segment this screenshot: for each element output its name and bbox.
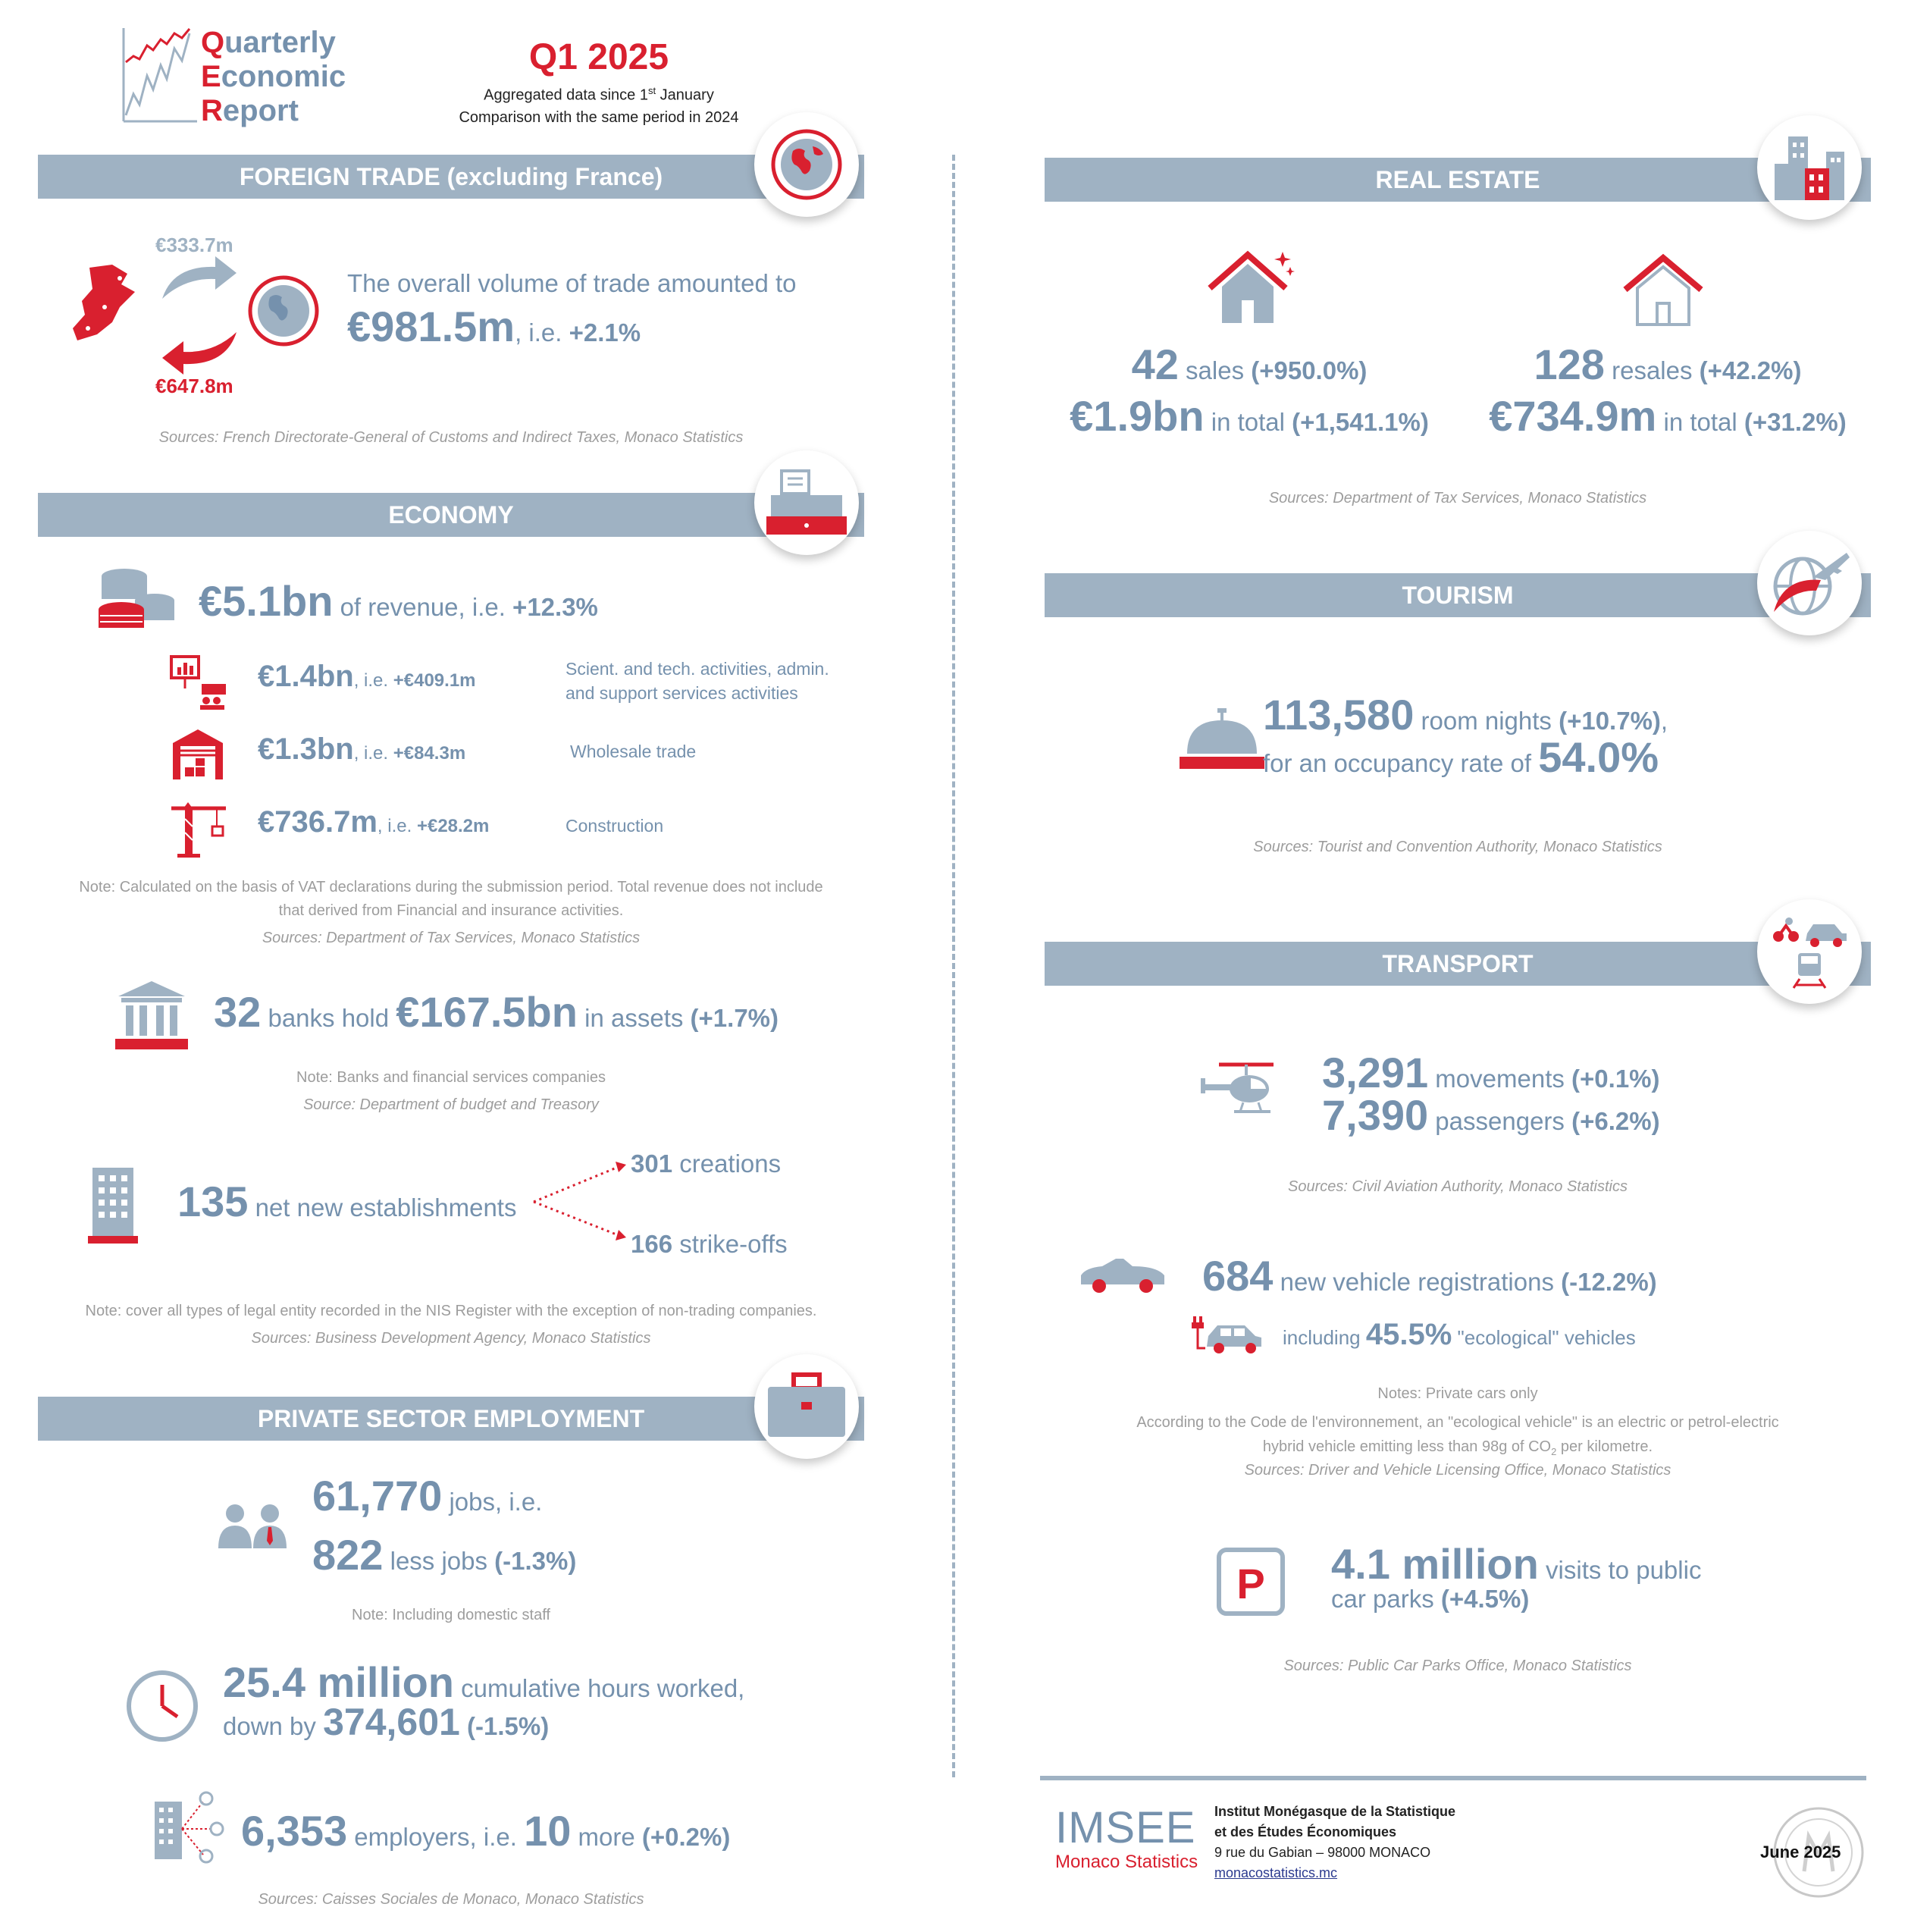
logo-line-report: Report — [201, 94, 299, 127]
buildings-icon — [1772, 133, 1847, 202]
section-bar-foreign-trade — [38, 155, 864, 199]
crane-icon — [168, 799, 229, 858]
employment-note: Note: Including domestic staff — [352, 1607, 550, 1623]
jobs-line: 61,770 jobs, i.e. — [312, 1472, 543, 1520]
helicopter-icon — [1201, 1062, 1284, 1122]
cash-register-badge — [754, 450, 859, 555]
cash-register-icon — [765, 466, 848, 539]
sector-value: €1.3bn — [258, 732, 354, 766]
service-bell-icon — [1176, 705, 1267, 773]
economy-note: Note: Calculated on the basis of VAT declarations during the submission period. Total revenue does not include that derived from Financial and insurance activities. — [79, 879, 823, 919]
split-arrows — [531, 1160, 629, 1244]
imsee-logo — [1055, 1803, 1198, 1873]
svg-text:P: P — [1236, 1560, 1265, 1607]
electric-car-icon — [1189, 1315, 1264, 1357]
establishments-note: Note: cover all types of legal entity recorded in the NIS Register with the exception of non-trading companies. — [85, 1303, 817, 1319]
banks-source: Source: Department of budget and Treasory — [303, 1096, 599, 1113]
office-building-icon — [86, 1166, 139, 1245]
parking-source: Sources: Public Car Parks Office, Monaco Statistics — [1283, 1658, 1632, 1674]
travel-badge — [1757, 531, 1862, 635]
bank-icon — [114, 978, 190, 1051]
coins-icon — [94, 566, 177, 635]
establishments-line: 135 net new establishments — [177, 1178, 517, 1225]
vehicles-source: Sources: Driver and Vehicle Licensing Office, Monaco Statistics — [1244, 1462, 1671, 1479]
export-arrow-icon — [158, 250, 241, 303]
period-subtitle-2: Comparison with the same period in 2024 — [459, 109, 739, 126]
resales-total-line: €734.9m in total (+31.2%) — [1489, 392, 1847, 440]
sector-value: €1.4bn — [258, 660, 354, 693]
convertible-car-icon — [1078, 1256, 1167, 1295]
institute-address: Institut Monégasque de la Statistique et des Études Économiques 9 rue du Gabian – 98000 MONACO monacostatistics.mc — [1214, 1804, 1456, 1880]
passengers-line: 7,390 passengers (+6.2%) — [1322, 1091, 1660, 1139]
nights-line: 113,580 room nights (+10.7%), — [1263, 691, 1668, 739]
section-title-real-estate: REAL ESTATE — [1375, 165, 1540, 193]
section-bar-economy — [38, 493, 864, 537]
resales-line: 128 resales (+42.2%) — [1534, 340, 1802, 388]
resale-house-icon — [1622, 253, 1706, 329]
sector-label-3: Construction — [566, 816, 664, 836]
real-estate-source: Sources: Department of Tax Services, Monaco Statistics — [1268, 490, 1647, 507]
tourism-source: Sources: Tourist and Convention Authority, Monaco Statistics — [1253, 839, 1662, 855]
strikeoffs-line: 166 strike-offs — [631, 1230, 788, 1258]
vehicles-line: 684 new vehicle registrations (-12.2%) — [1202, 1252, 1657, 1300]
globe-plane-icon — [1768, 547, 1851, 619]
sector-row-1: €1.4bn, i.e. +€409.1m — [258, 660, 476, 693]
parking-line-1: 4.1 million visits to public — [1331, 1540, 1702, 1588]
imports-value: €647.8m — [155, 375, 233, 397]
world-icon — [247, 274, 320, 347]
globe-badge — [754, 112, 859, 217]
employers-network-icon — [150, 1791, 226, 1864]
establishments-source: Sources: Business Development Agency, Monaco Statistics — [251, 1330, 651, 1347]
column-divider — [952, 155, 955, 1777]
footer-rule — [1040, 1776, 1866, 1780]
section-title-economy: ECONOMY — [388, 500, 514, 528]
section-title-tourism: TOURISM — [1402, 581, 1514, 609]
section-bar-transport — [1045, 942, 1871, 986]
trade-source: Sources: French Directorate-General of Customs and Indirect Taxes, Monaco Statistics — [158, 429, 744, 446]
clock-icon — [124, 1668, 200, 1744]
warehouse-icon — [170, 726, 226, 781]
new-house-icon — [1207, 250, 1295, 326]
banks-line: 32 banks hold €167.5bn in assets (+1.7%) — [214, 988, 779, 1036]
trade-line-2: €981.5m, i.e. +2.1% — [347, 303, 641, 350]
revenue-line: €5.1bn of revenue, i.e. +12.3% — [199, 577, 598, 625]
vehicles-notes: Notes: Private cars only According to the Code de l'environnement, an "ecological vehicle" is an electric or petrol-electric hybrid vehicle emitting less than 98g of $CO_2$ per kilometre. — [1136, 1385, 1779, 1457]
logo-line-economic: Economic — [201, 60, 346, 93]
revenue-value: €5.1bn — [199, 577, 334, 625]
transport-icon — [1768, 914, 1851, 990]
buildings-badge — [1757, 115, 1862, 220]
exports-value: €333.7m — [155, 234, 233, 256]
briefcase-badge — [754, 1354, 859, 1459]
creations-line: 301 creations — [631, 1149, 782, 1178]
section-bar-real-estate — [1045, 158, 1871, 202]
section-title-transport: TRANSPORT — [1382, 949, 1534, 977]
sales-total-line: €1.9bn in total (+1,541.1%) — [1070, 392, 1429, 440]
period-subtitle-1: Aggregated data since 1st January — [484, 85, 714, 104]
header-logo — [121, 23, 364, 129]
logo-line-quarterly: Quarterly — [201, 26, 336, 59]
less-jobs-line: 822 less jobs (-1.3%) — [312, 1531, 577, 1579]
section-title-employment: PRIVATE SECTOR EMPLOYMENT — [257, 1404, 645, 1432]
sector-value: €736.7m — [258, 805, 378, 839]
sector-label-1: Scient. and tech. activities, admin. and support services activities — [566, 659, 829, 703]
publication-date: June 2025 — [1760, 1843, 1841, 1861]
down-line: down by 374,601 (-1.5%) — [223, 1701, 550, 1743]
trade-line-1: The overall volume of trade amounted to — [347, 269, 797, 297]
sector-label-2: Wholesale trade — [570, 742, 697, 761]
workers-icon — [215, 1501, 291, 1551]
website-link[interactable]: monacostatistics.mc — [1214, 1865, 1338, 1880]
sector-row-2: €1.3bn, i.e. +€84.3m — [258, 732, 466, 766]
presentation-icon — [168, 654, 229, 711]
parking-line-2: car parks (+4.5%) — [1331, 1585, 1530, 1613]
globe-icon — [770, 128, 843, 201]
movements-line: 3,291 movements (+0.1%) — [1322, 1049, 1660, 1096]
helicopter-source: Sources: Civil Aviation Authority, Monaco Statistics — [1288, 1178, 1628, 1195]
economy-source: Sources: Department of Tax Services, Monaco Statistics — [262, 930, 641, 946]
monaco-map-icon — [67, 262, 143, 345]
vehicles-badge — [1757, 899, 1862, 1004]
sales-line: 42 sales (+950.0%) — [1131, 340, 1368, 388]
section-title-foreign-trade: FOREIGN TRADE (excluding France) — [239, 162, 663, 190]
banks-note: Note: Banks and financial services companies — [296, 1069, 606, 1086]
section-bar-employment — [38, 1397, 864, 1441]
employment-source: Sources: Caisses Sociales de Monaco, Monaco Statistics — [258, 1891, 644, 1908]
trend-chart-icon — [121, 26, 205, 124]
period-title: Q1 2025 — [528, 37, 669, 77]
occupancy-line: for an occupancy rate of 54.0% — [1263, 733, 1659, 781]
parking-icon — [1216, 1547, 1286, 1617]
employers-line: 6,353 employers, i.e. 10 more (+0.2%) — [241, 1807, 731, 1855]
sector-row-3: €736.7m, i.e. +€28.2m — [258, 805, 490, 839]
eco-line: including 45.5% "ecological" vehicles — [1283, 1318, 1636, 1351]
section-bar-tourism — [1045, 573, 1871, 617]
import-arrow-icon — [158, 328, 241, 381]
monaco-statistics-wordmark: Monaco Statistics — [1055, 1852, 1198, 1872]
hours-line: 25.4 million cumulative hours worked, — [223, 1658, 745, 1706]
imsee-wordmark: IMSEE — [1055, 1803, 1196, 1852]
briefcase-icon — [765, 1372, 848, 1441]
trade-total: €981.5m — [347, 303, 515, 350]
